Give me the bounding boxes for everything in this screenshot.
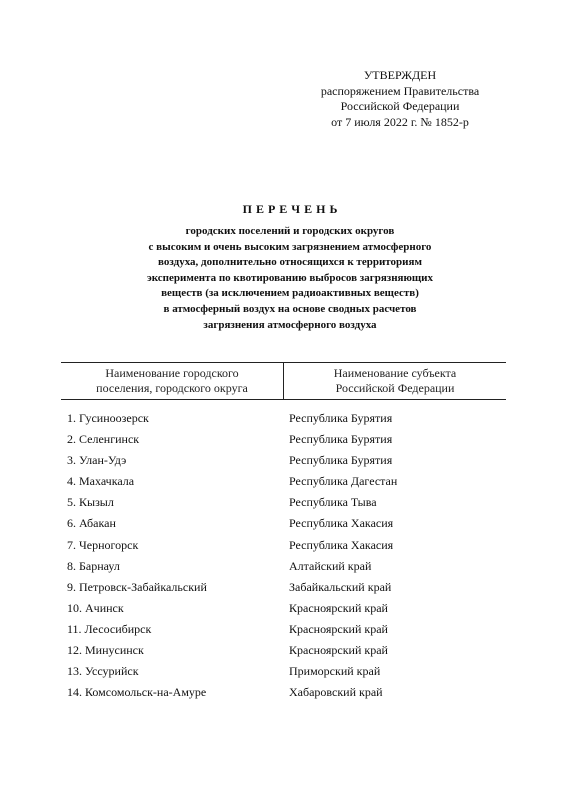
- subtitle-line: эксперимента по квотированию выбросов загрязняющих: [146, 271, 434, 284]
- city-cell: 6. Абакан: [67, 516, 116, 531]
- approval-date-number: от 7 июля 2022 г. № 1852-р: [331, 114, 469, 129]
- column-header-subject-line: Российской Федерации: [335, 380, 455, 395]
- city-cell: 1. Гусиноозерск: [67, 411, 149, 425]
- table-row: [0, 682, 566, 703]
- subject-cell: Алтайский край: [289, 558, 372, 573]
- approval-country: Российской Федерации: [340, 99, 460, 114]
- city-cell: 2. Селенгинск: [67, 432, 140, 447]
- subject-cell: Республика Тыва: [289, 495, 377, 510]
- subject-cell: Приморский край: [289, 664, 381, 679]
- table-row: [0, 492, 566, 513]
- city-cell: 8. Барнаул: [67, 558, 120, 573]
- table-row: [0, 556, 566, 577]
- subtitle-line: в атмосферный воздух на основе сводных расчетов: [163, 302, 417, 315]
- column-header-city: [61, 366, 283, 395]
- approval-authority: распоряжением Правительства: [320, 83, 480, 98]
- table-row: [0, 513, 566, 534]
- table-row: [0, 661, 566, 682]
- subject-cell: Республика Хакасия: [289, 537, 394, 552]
- subject-cell: Забайкальский край: [289, 579, 392, 594]
- city-cell: 14. Комсомольск-на-Амуре: [67, 685, 207, 700]
- column-header-subject-line: Наименование субъекта: [333, 366, 457, 380]
- column-header-city-line: поселения, городского округа: [96, 380, 248, 395]
- table-row: [0, 598, 566, 619]
- column-header-subject: [284, 366, 506, 395]
- table-row: [0, 619, 566, 640]
- city-cell: 11. Лесосибирск: [67, 621, 152, 636]
- subject-cell: Красноярский край: [289, 600, 388, 615]
- approval-block: [300, 68, 500, 130]
- document-subtitle: [40, 224, 540, 333]
- subtitle-line: веществ (за исключением радиоактивных веществ): [161, 287, 419, 300]
- table-row: [0, 471, 566, 492]
- subject-cell: Республика Бурятия: [289, 432, 393, 447]
- subject-cell: Республика Хакасия: [289, 516, 394, 531]
- subtitle-line: с высоким и очень высоким загрязнением атмосферного: [148, 240, 432, 253]
- city-cell: 3. Улан-Удэ: [67, 453, 127, 468]
- column-header-city-line: Наименование городского: [105, 366, 239, 380]
- table-row: [0, 450, 566, 471]
- table-row: [0, 577, 566, 598]
- subject-cell: Республика Дагестан: [289, 474, 398, 489]
- subject-cell: Красноярский край: [289, 643, 388, 658]
- city-cell: 5. Кызыл: [67, 495, 114, 510]
- subject-cell: Республика Бурятия: [289, 411, 393, 425]
- document-title: ПЕРЕЧЕНЬ: [242, 202, 342, 216]
- subtitle-line: городских поселений и городских округов: [185, 225, 395, 237]
- table-body: [0, 408, 566, 703]
- table-row: [0, 408, 566, 429]
- city-cell: 9. Петровск-Забайкальский: [67, 579, 207, 594]
- subject-cell: Республика Бурятия: [289, 453, 393, 468]
- table-row: [0, 429, 566, 450]
- subtitle-line: воздуха, дополнительно относящихся к территориям: [158, 256, 422, 269]
- subject-cell: Хабаровский край: [289, 685, 383, 700]
- table-row: [0, 535, 566, 556]
- city-cell: 7. Черногорск: [67, 537, 139, 552]
- subtitle-line: загрязнения атмосферного воздуха: [203, 318, 377, 331]
- city-cell: 10. Ачинск: [67, 600, 124, 615]
- table-row: [0, 640, 566, 661]
- approval-heading: УТВЕРЖДЕН: [363, 68, 437, 82]
- subject-cell: Красноярский край: [289, 621, 388, 636]
- city-cell: 13. Уссурийск: [67, 664, 139, 679]
- city-cell: 12. Минусинск: [67, 643, 144, 658]
- city-cell: 4. Махачкала: [67, 474, 135, 489]
